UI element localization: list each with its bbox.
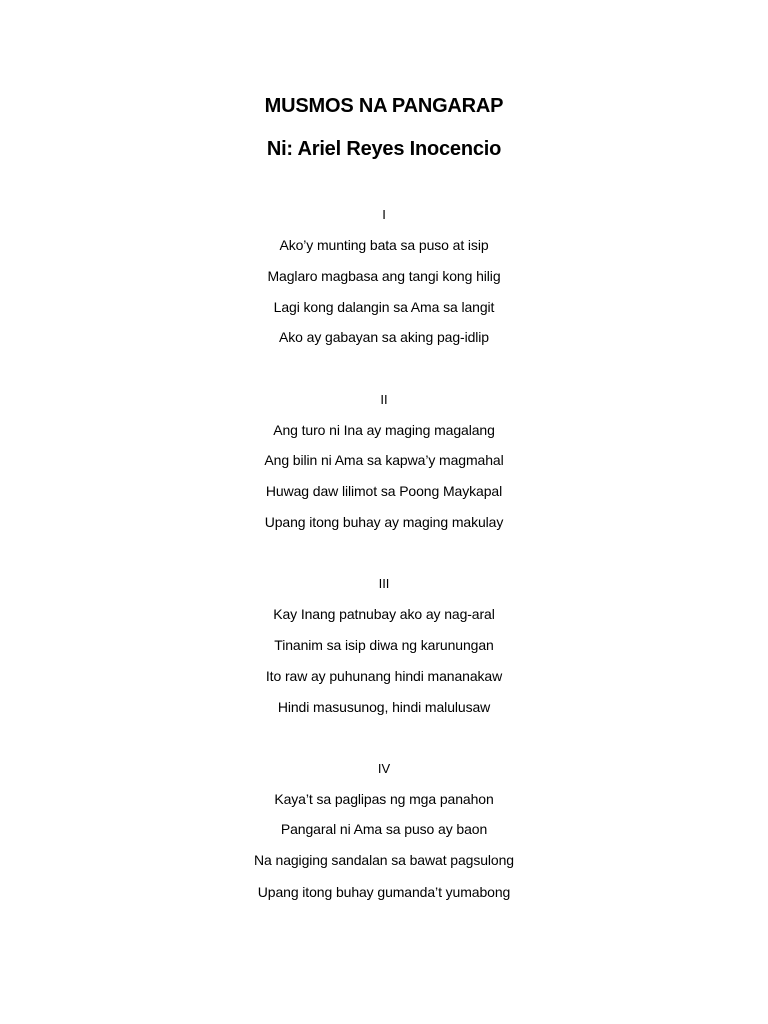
stanza-numeral: II <box>380 392 388 407</box>
poem-line: Ako ay gabayan sa aking pag-idlip <box>279 329 489 345</box>
poem-line: Upang itong buhay ay maging makulay <box>264 514 504 530</box>
poem-line: Upang itong buhay gumanda’t yumabong <box>257 884 511 900</box>
poem-line: Na nagiging sandalan sa bawat pagsulong <box>254 852 514 868</box>
stanza-numeral: IV <box>377 761 391 776</box>
poem-line: Ako’y munting bata sa puso at isip <box>279 237 489 253</box>
poem-line: Maglaro magbasa ang tangi kong hilig <box>267 268 501 284</box>
stanza-numeral: III <box>378 576 390 591</box>
poem-line: Kay Inang patnubay ako ay nag-aral <box>273 606 495 622</box>
stanza-numeral: I <box>382 207 386 222</box>
poem-line: Ito raw ay puhunang hindi mananakaw <box>265 668 503 684</box>
poem-line: Kaya’t sa paglipas ng mga panahon <box>274 791 494 807</box>
poem-title: MUSMOS NA PANGARAP <box>264 95 504 117</box>
poem-author: Ni: Ariel Reyes Inocencio <box>266 138 502 160</box>
poem-line: Pangaral ni Ama sa puso ay baon <box>280 821 488 837</box>
poem-line: Ang bilin ni Ama sa kapwa’y magmahal <box>264 452 504 468</box>
poem-line: Huwag daw lilimot sa Poong Maykapal <box>265 483 503 499</box>
poem-line: Hindi masusunog, hindi malulusaw <box>277 699 491 715</box>
poem-line: Lagi kong dalangin sa Ama sa langit <box>273 299 495 315</box>
poem-line: Tinanim sa isip diwa ng karunungan <box>274 637 494 653</box>
poem-line: Ang turo ni Ina ay maging magalang <box>273 422 495 438</box>
